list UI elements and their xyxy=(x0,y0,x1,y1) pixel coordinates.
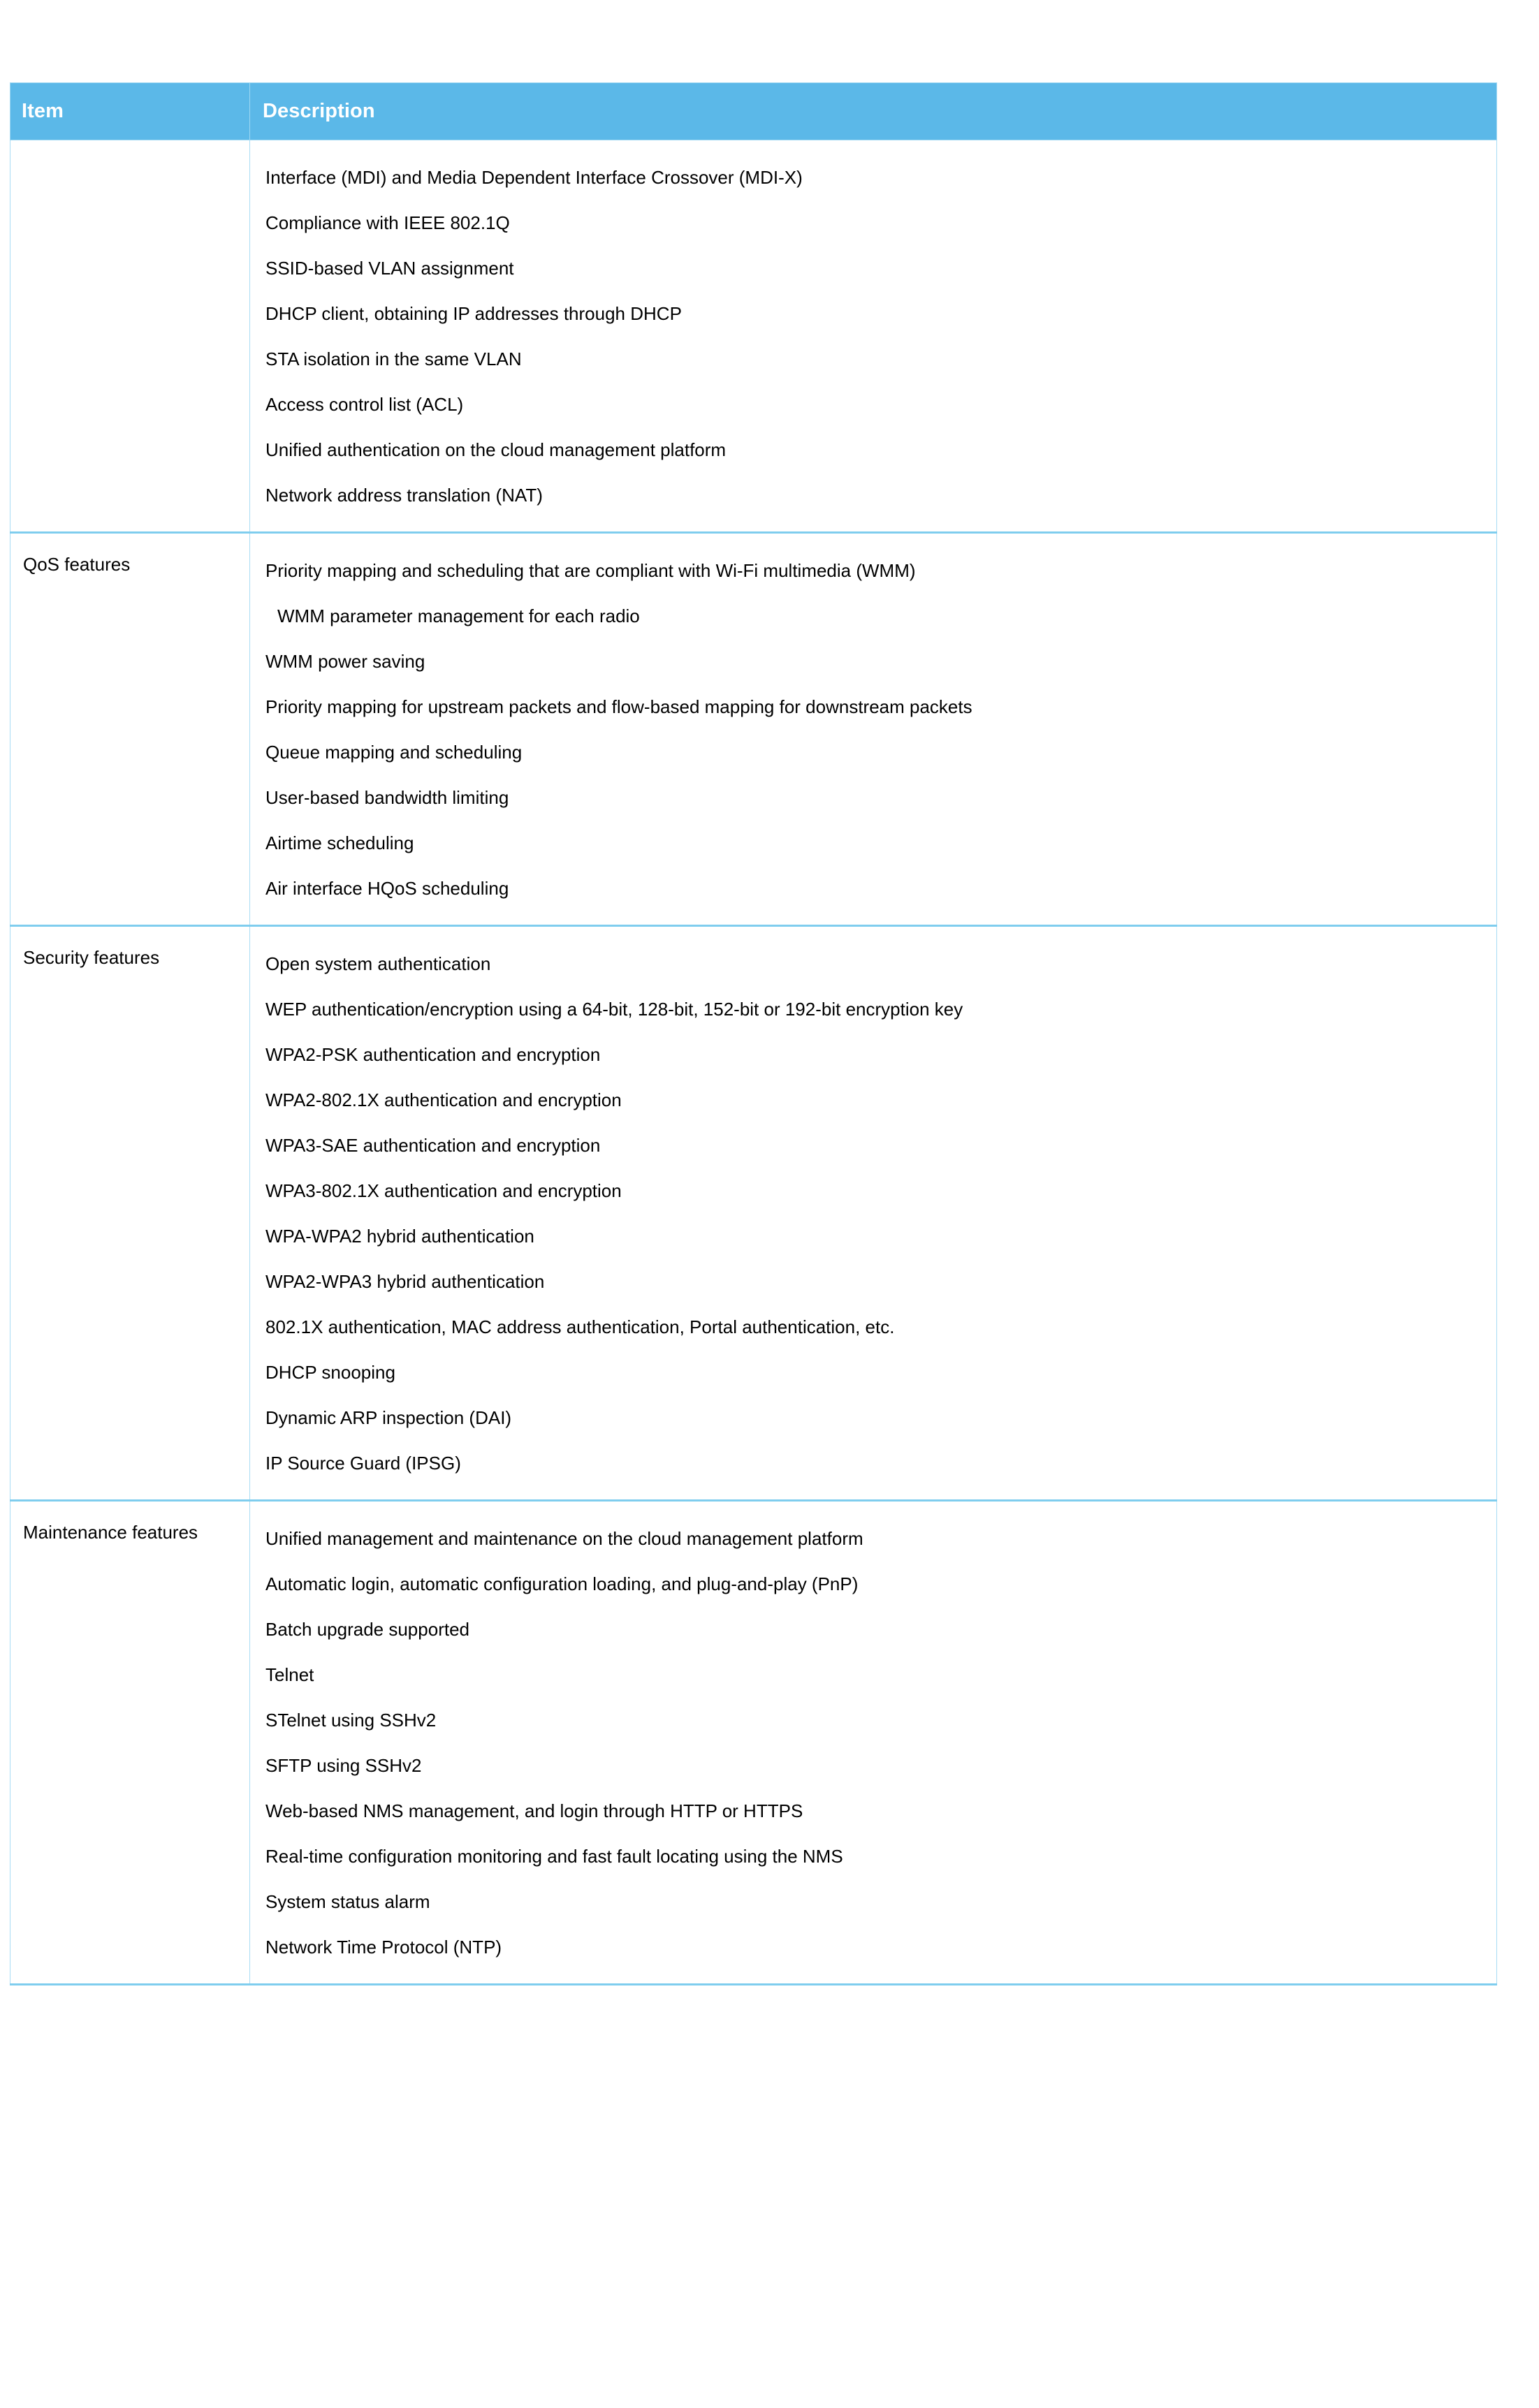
cell-description xyxy=(250,1501,1497,1985)
description-line: Airtime scheduling xyxy=(265,832,414,853)
item-label: QoS features xyxy=(23,554,131,575)
description-line: Network address translation (NAT) xyxy=(265,485,543,506)
column-header-item: Item xyxy=(10,83,250,140)
table-header-row xyxy=(10,83,1497,140)
description-line: WPA-WPA2 hybrid authentication xyxy=(265,1226,534,1247)
table-row xyxy=(10,1501,1497,1985)
cell-description xyxy=(250,140,1497,533)
column-header-description: Description xyxy=(250,83,1497,140)
cell-description xyxy=(250,926,1497,1501)
description-line: WMM power saving xyxy=(265,651,425,672)
table-header xyxy=(10,83,1497,140)
cell-item xyxy=(10,1501,250,1985)
description-line: WMM parameter management for each radio xyxy=(277,605,640,626)
description-line: Priority mapping for upstream packets and flow-based mapping for downstream packets xyxy=(265,696,972,717)
description-line: WPA3-SAE authentication and encryption xyxy=(265,1135,601,1156)
description-line: DHCP client, obtaining IP addresses through DHCP xyxy=(265,303,682,324)
specifications-table xyxy=(10,82,1497,1985)
description-line: System status alarm xyxy=(265,1891,430,1912)
table-row xyxy=(10,926,1497,1501)
description-line: WPA2-PSK authentication and encryption xyxy=(265,1044,601,1065)
cell-item xyxy=(10,140,250,533)
description-line: IP Source Guard (IPSG) xyxy=(265,1453,461,1474)
description-line: Batch upgrade supported xyxy=(265,1619,469,1640)
description-line: Network Time Protocol (NTP) xyxy=(265,1937,502,1958)
description-line: Web-based NMS management, and login through HTTP or HTTPS xyxy=(265,1800,803,1821)
description-line: Compliance with IEEE 802.1Q xyxy=(265,212,510,233)
description-line: Access control list (ACL) xyxy=(265,394,464,415)
description-line: STelnet using SSHv2 xyxy=(265,1710,437,1731)
description-line: WPA2-802.1X authentication and encryption xyxy=(265,1089,622,1110)
description-line: SSID-based VLAN assignment xyxy=(265,258,514,279)
description-line: Interface (MDI) and Media Dependent Interface Crossover (MDI-X) xyxy=(265,167,803,188)
table-row xyxy=(10,533,1497,926)
description-line: SFTP using SSHv2 xyxy=(265,1755,422,1776)
cell-item xyxy=(10,926,250,1501)
description-line: User-based bandwidth limiting xyxy=(265,787,509,808)
table-row xyxy=(10,140,1497,533)
description-line: WEP authentication/encryption using a 64-bit, 128-bit, 152-bit or 192-bit encryption key xyxy=(265,999,963,1020)
description-line: Unified management and maintenance on the cloud management platform xyxy=(265,1528,863,1549)
description-line: WPA2-WPA3 hybrid authentication xyxy=(265,1271,545,1292)
description-line: Telnet xyxy=(265,1664,314,1685)
description-line: Real-time configuration monitoring and fast fault locating using the NMS xyxy=(265,1846,843,1867)
item-label: Maintenance features xyxy=(23,1522,198,1543)
description-line: STA isolation in the same VLAN xyxy=(265,348,522,369)
description-line: Air interface HQoS scheduling xyxy=(265,878,509,899)
description-line: Queue mapping and scheduling xyxy=(265,742,523,763)
description-line: WPA3-802.1X authentication and encryption xyxy=(265,1180,622,1201)
description-line: Dynamic ARP inspection (DAI) xyxy=(265,1407,512,1428)
description-line: Automatic login, automatic configuration loading, and plug-and-play (PnP) xyxy=(265,1573,859,1594)
item-label: Security features xyxy=(23,947,160,968)
description-line: Priority mapping and scheduling that are compliant with Wi-Fi multimedia (WMM) xyxy=(265,560,916,581)
description-line: 802.1X authentication, MAC address authentication, Portal authentication, etc. xyxy=(265,1316,895,1337)
table-body xyxy=(10,140,1497,1985)
description-line: Unified authentication on the cloud management platform xyxy=(265,439,727,460)
cell-description xyxy=(250,533,1497,926)
description-line: Open system authentication xyxy=(265,953,491,974)
description-line: DHCP snooping xyxy=(265,1362,395,1383)
cell-item xyxy=(10,533,250,926)
